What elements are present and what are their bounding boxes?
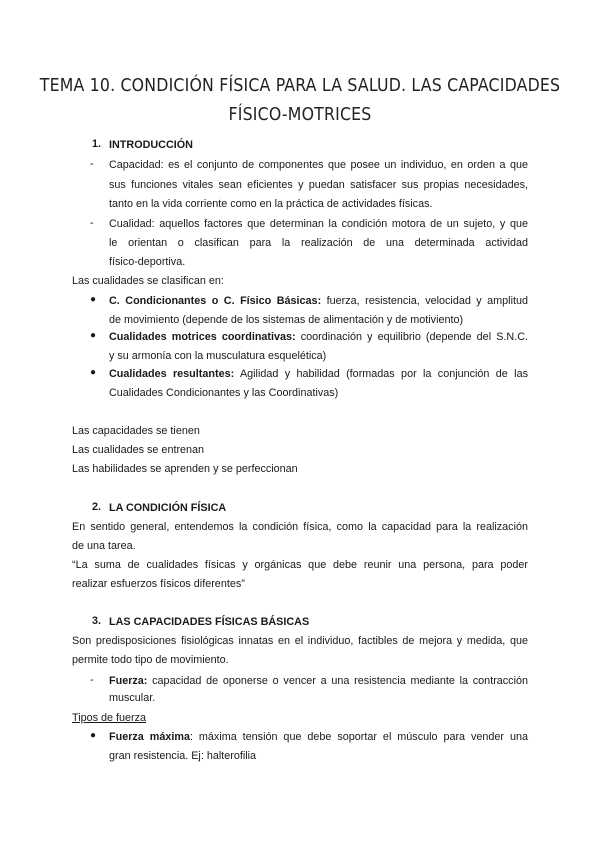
statement-capacidades: Las capacidades se tienen [72,425,200,437]
statement-cualidades: Las cualidades se entrenan [72,444,205,456]
bullet-condicionantes-line-1 [109,294,528,308]
condicion-quote-line-1: “La suma de cualidades físicas y orgánicas que debe reunir una persona, para poder [72,559,528,571]
capacidad-line-1: Capacidad: es el conjunto de componentes que posee un individuo, en orden a que [109,159,528,171]
bullet-resultantes-line-2: Cualidades Condicionantes y las Coordinativas) [109,387,339,399]
bullet-resultantes-line-1 [109,367,528,381]
fuerza-line-2: muscular. [109,692,156,704]
bullet-condicionantes-line-2: de movimiento (depende de los sistemas de alimentación y de motiviento) [109,314,464,326]
bullet-coordinativas-line-1 [109,330,528,344]
classify-intro: Las cualidades se clasifican en: [72,275,224,287]
fuerza-text: capacidad de oponerse o vencer a una resistencia mediante la contracción [147,675,528,687]
list-dash: - [90,158,94,170]
bullet-icon: ● [90,730,97,741]
fuerza-maxima-text: : máxima tensión que debe soportar el músculo para vender una [189,731,528,743]
document-title-line-2: FÍSICO-MOTRICES [228,105,372,125]
section-1-number: 1. [92,138,102,150]
section-2-number: 2. [92,501,102,513]
fuerza-line-1 [109,674,528,688]
bullet-text: fuerza, resistencia, velocidad y amplitud [321,295,528,307]
bold-term: Fuerza máxima [109,731,190,743]
cualidad-line-2: le orientan o clasifican para la realización de una determinada actividad [109,237,528,249]
fuerza-maxima-line-2: gran resistencia. Ej: halterofilia [109,750,257,762]
capacidad-line-2: sus funciones vitales sean eficientes y puedan satisfacer sus propias necesidades, [109,179,528,191]
cualidad-line-1: Cualidad: aquellos factores que determinan la condición motora de un sujeto, y que [109,218,528,230]
statement-habilidades: Las habilidades se aprenden y se perfeccionan [72,463,298,475]
bullet-icon: ● [90,330,97,341]
cualidad-line-3: físico-deportiva. [109,256,186,268]
list-dash: - [90,674,94,686]
bold-term: Fuerza: [109,675,148,687]
section-3-number: 3. [92,615,102,627]
bullet-text: coordinación y equilibrio (depende del S.N.C. [295,331,528,343]
bullet-icon: ● [90,367,97,378]
condicion-paragraph-line-1: En sentido general, entendemos la condición física, como la capacidad para la realización [72,521,528,533]
list-dash: - [90,217,94,229]
condicion-paragraph-line-2: de una tarea. [72,540,136,552]
section-1-heading: INTRODUCCIÓN [109,139,193,151]
bullet-coordinativas-line-2: y su armonía con la musculatura esquelética) [109,350,327,362]
bullet-text: Agilidad y habilidad (formadas por la conjunción de las [234,368,528,380]
bold-term: C. Condicionantes o C. Físico Básicas: [109,295,322,307]
capacidades-paragraph-line-1: Son predisposiciones fisiológicas innatas en el individuo, factibles de mejora y medida, que [72,635,528,647]
section-2-heading: LA CONDICIÓN FÍSICA [109,502,227,514]
capacidades-paragraph-line-2: permite todo tipo de movimiento. [72,654,229,666]
section-3-heading: LAS CAPACIDADES FÍSICAS BÁSICAS [109,616,310,628]
document-title-line-1: TEMA 10. CONDICIÓN FÍSICA PARA LA SALUD. LAS CAPACIDADES [39,76,561,96]
bold-term: Cualidades motrices coordinativas: [109,331,296,343]
fuerza-maxima-line-1 [109,730,528,744]
bullet-icon: ● [90,294,97,305]
capacidad-line-3: tanto en la vida corriente como en la práctica de actividades físicas. [109,198,433,210]
condicion-quote-line-2: realizar esfuerzos físicos diferentes” [72,578,245,590]
bold-term: Cualidades resultantes: [109,368,235,380]
tipos-de-fuerza-subheading: Tipos de fuerza [72,712,147,724]
